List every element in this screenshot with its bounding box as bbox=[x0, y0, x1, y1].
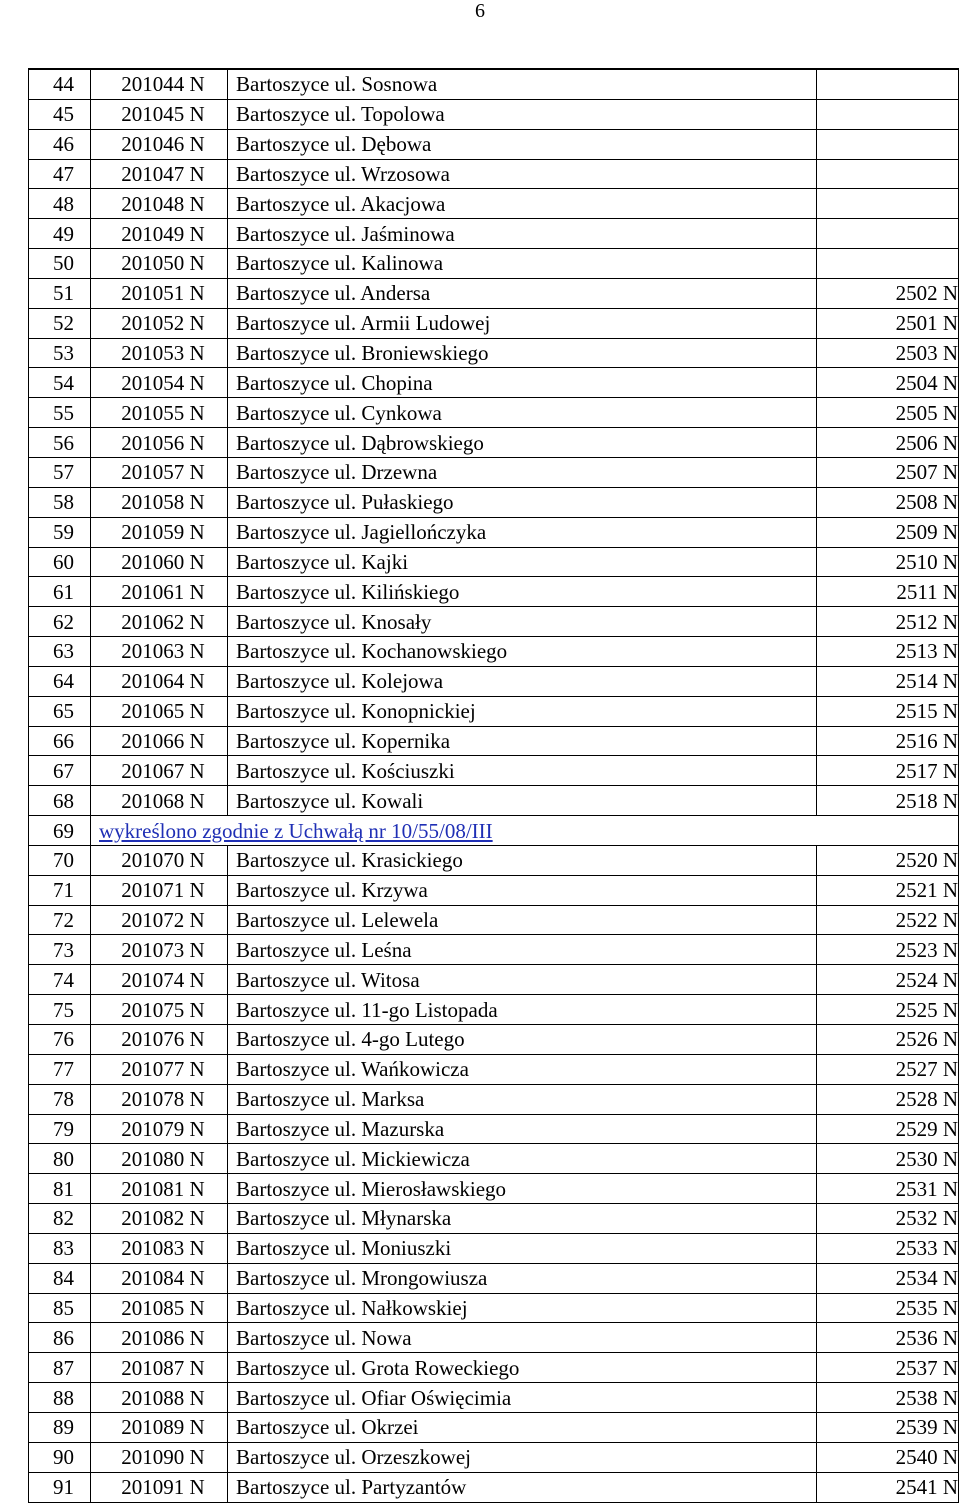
old-code-cell bbox=[817, 129, 959, 159]
table-row bbox=[29, 99, 959, 129]
street-name-cell: Bartoszyce ul. Jagiellończyka bbox=[228, 517, 817, 547]
street-name-cell: Bartoszyce ul. Kajki bbox=[228, 547, 817, 577]
road-code-cell: 201055 N bbox=[91, 398, 228, 428]
old-code-cell: 2529 N bbox=[817, 1114, 959, 1144]
table-row bbox=[29, 1353, 959, 1383]
table-row bbox=[29, 1323, 959, 1353]
table-row bbox=[29, 487, 959, 517]
table-row bbox=[29, 338, 959, 368]
old-code-cell: 2517 N bbox=[817, 756, 959, 786]
table-row bbox=[29, 428, 959, 458]
street-name-cell: Bartoszyce ul. Kopernika bbox=[228, 726, 817, 756]
old-code-cell bbox=[817, 189, 959, 219]
table-row bbox=[29, 845, 959, 875]
street-name-cell: Bartoszyce ul. Kochanowskiego bbox=[228, 637, 817, 667]
row-number-cell: 61 bbox=[29, 577, 91, 607]
table-row bbox=[29, 1263, 959, 1293]
street-name-cell: Bartoszyce ul. 11-go Listopada bbox=[228, 995, 817, 1025]
table-row bbox=[29, 726, 959, 756]
street-name-cell: Bartoszyce ul. Mickiewicza bbox=[228, 1144, 817, 1174]
street-name-cell: Bartoszyce ul. Ofiar Oświęcimia bbox=[228, 1383, 817, 1413]
old-code-cell: 2531 N bbox=[817, 1174, 959, 1204]
street-name-cell: Bartoszyce ul. Broniewskiego bbox=[228, 338, 817, 368]
row-number-cell: 76 bbox=[29, 1025, 91, 1055]
street-name-cell: Bartoszyce ul. Partyzantów bbox=[228, 1472, 817, 1502]
road-code-cell: 201090 N bbox=[91, 1442, 228, 1472]
road-register-table bbox=[28, 68, 959, 1503]
old-code-cell: 2523 N bbox=[817, 935, 959, 965]
table-row bbox=[29, 189, 959, 219]
road-code-cell: 201084 N bbox=[91, 1263, 228, 1293]
road-code-cell: 201068 N bbox=[91, 786, 228, 816]
old-code-cell: 2528 N bbox=[817, 1084, 959, 1114]
street-name-cell: Bartoszyce ul. Nowa bbox=[228, 1323, 817, 1353]
road-code-cell: 201047 N bbox=[91, 159, 228, 189]
road-code-cell: 201086 N bbox=[91, 1323, 228, 1353]
road-code-cell: 201052 N bbox=[91, 308, 228, 338]
road-code-cell: 201072 N bbox=[91, 905, 228, 935]
table-row bbox=[29, 1383, 959, 1413]
road-code-cell: 201046 N bbox=[91, 129, 228, 159]
row-number-cell: 88 bbox=[29, 1383, 91, 1413]
street-name-cell: Bartoszyce ul. Grota Roweckiego bbox=[228, 1353, 817, 1383]
row-number-cell: 90 bbox=[29, 1442, 91, 1472]
road-code-cell: 201063 N bbox=[91, 637, 228, 667]
deleted-note-text: wykreślono zgodnie z Uchwałą nr 10/55/08/III bbox=[99, 818, 493, 843]
row-number-cell: 60 bbox=[29, 547, 91, 577]
row-number-cell: 82 bbox=[29, 1204, 91, 1234]
road-code-cell: 201080 N bbox=[91, 1144, 228, 1174]
table-row bbox=[29, 1084, 959, 1114]
table-row bbox=[29, 159, 959, 189]
table-row bbox=[29, 666, 959, 696]
old-code-cell: 2504 N bbox=[817, 368, 959, 398]
road-code-cell: 201075 N bbox=[91, 995, 228, 1025]
street-name-cell: Bartoszyce ul. Lelewela bbox=[228, 905, 817, 935]
old-code-cell: 2526 N bbox=[817, 1025, 959, 1055]
row-number-cell: 81 bbox=[29, 1174, 91, 1204]
street-name-cell: Bartoszyce ul. Andersa bbox=[228, 278, 817, 308]
street-name-cell: Bartoszyce ul. Akacjowa bbox=[228, 189, 817, 219]
row-number-cell: 56 bbox=[29, 428, 91, 458]
row-number-cell: 87 bbox=[29, 1353, 91, 1383]
road-code-cell: 201071 N bbox=[91, 875, 228, 905]
row-number-cell: 75 bbox=[29, 995, 91, 1025]
road-code-cell: 201050 N bbox=[91, 249, 228, 279]
row-number-cell: 79 bbox=[29, 1114, 91, 1144]
table-row bbox=[29, 1204, 959, 1234]
road-code-cell: 201082 N bbox=[91, 1204, 228, 1234]
table-row bbox=[29, 1293, 959, 1323]
old-code-cell bbox=[817, 159, 959, 189]
table-row bbox=[29, 308, 959, 338]
old-code-cell bbox=[817, 99, 959, 129]
old-code-cell: 2503 N bbox=[817, 338, 959, 368]
street-name-cell: Bartoszyce ul. Kowali bbox=[228, 786, 817, 816]
street-name-cell: Bartoszyce ul. Okrzei bbox=[228, 1412, 817, 1442]
road-code-cell: 201062 N bbox=[91, 607, 228, 637]
table-row bbox=[29, 637, 959, 667]
road-code-cell: 201061 N bbox=[91, 577, 228, 607]
row-number-cell: 58 bbox=[29, 487, 91, 517]
road-code-cell: 201085 N bbox=[91, 1293, 228, 1323]
row-number-cell: 91 bbox=[29, 1472, 91, 1502]
old-code-cell: 2533 N bbox=[817, 1233, 959, 1263]
street-name-cell: Bartoszyce ul. Cynkowa bbox=[228, 398, 817, 428]
table-row bbox=[29, 786, 959, 816]
row-number-cell: 83 bbox=[29, 1233, 91, 1263]
table-row bbox=[29, 995, 959, 1025]
table-row bbox=[29, 756, 959, 786]
table-row bbox=[29, 69, 959, 99]
row-number-cell: 78 bbox=[29, 1084, 91, 1114]
row-number-cell: 66 bbox=[29, 726, 91, 756]
road-code-cell: 201079 N bbox=[91, 1114, 228, 1144]
row-number-cell: 70 bbox=[29, 845, 91, 875]
street-name-cell: Bartoszyce ul. Wańkowicza bbox=[228, 1054, 817, 1084]
road-code-cell: 201065 N bbox=[91, 696, 228, 726]
row-number-cell: 85 bbox=[29, 1293, 91, 1323]
street-name-cell: Bartoszyce ul. Kilińskiego bbox=[228, 577, 817, 607]
road-code-cell: 201058 N bbox=[91, 487, 228, 517]
row-number-cell: 80 bbox=[29, 1144, 91, 1174]
street-name-cell: Bartoszyce ul. Dąbrowskiego bbox=[228, 428, 817, 458]
old-code-cell: 2508 N bbox=[817, 487, 959, 517]
row-number-cell: 53 bbox=[29, 338, 91, 368]
table-row bbox=[29, 696, 959, 726]
row-number-cell: 51 bbox=[29, 278, 91, 308]
row-number-cell: 77 bbox=[29, 1054, 91, 1084]
row-number-cell: 63 bbox=[29, 637, 91, 667]
road-code-cell: 201060 N bbox=[91, 547, 228, 577]
table-row bbox=[29, 278, 959, 308]
row-number-cell: 47 bbox=[29, 159, 91, 189]
road-code-cell: 201048 N bbox=[91, 189, 228, 219]
table-row bbox=[29, 1174, 959, 1204]
table-row bbox=[29, 935, 959, 965]
road-code-cell: 201074 N bbox=[91, 965, 228, 995]
street-name-cell: Bartoszyce ul. Leśna bbox=[228, 935, 817, 965]
row-number-cell: 62 bbox=[29, 607, 91, 637]
table-row bbox=[29, 1114, 959, 1144]
old-code-cell: 2512 N bbox=[817, 607, 959, 637]
street-name-cell: Bartoszyce ul. 4-go Lutego bbox=[228, 1025, 817, 1055]
table-row bbox=[29, 1025, 959, 1055]
street-name-cell: Bartoszyce ul. Wrzosowa bbox=[228, 159, 817, 189]
road-code-cell: 201051 N bbox=[91, 278, 228, 308]
road-code-cell: 201078 N bbox=[91, 1084, 228, 1114]
old-code-cell bbox=[817, 219, 959, 249]
road-code-cell: 201091 N bbox=[91, 1472, 228, 1502]
row-number-cell: 49 bbox=[29, 219, 91, 249]
road-code-cell: 201066 N bbox=[91, 726, 228, 756]
old-code-cell: 2535 N bbox=[817, 1293, 959, 1323]
old-code-cell: 2536 N bbox=[817, 1323, 959, 1353]
road-code-cell: 201077 N bbox=[91, 1054, 228, 1084]
page-number: 6 bbox=[475, 0, 485, 22]
old-code-cell: 2537 N bbox=[817, 1353, 959, 1383]
row-number-cell: 64 bbox=[29, 666, 91, 696]
road-code-cell: 201054 N bbox=[91, 368, 228, 398]
road-code-cell: 201073 N bbox=[91, 935, 228, 965]
old-code-cell: 2525 N bbox=[817, 995, 959, 1025]
old-code-cell: 2521 N bbox=[817, 875, 959, 905]
row-number-cell: 68 bbox=[29, 786, 91, 816]
row-number-cell: 55 bbox=[29, 398, 91, 428]
row-number-cell: 54 bbox=[29, 368, 91, 398]
road-code-cell: 201067 N bbox=[91, 756, 228, 786]
table-row bbox=[29, 816, 959, 846]
street-name-cell: Bartoszyce ul. Młynarska bbox=[228, 1204, 817, 1234]
road-code-cell: 201053 N bbox=[91, 338, 228, 368]
table-row bbox=[29, 219, 959, 249]
road-code-cell: 201057 N bbox=[91, 457, 228, 487]
table-row bbox=[29, 368, 959, 398]
old-code-cell: 2514 N bbox=[817, 666, 959, 696]
table-row bbox=[29, 1233, 959, 1263]
old-code-cell: 2505 N bbox=[817, 398, 959, 428]
street-name-cell: Bartoszyce ul. Moniuszki bbox=[228, 1233, 817, 1263]
table-row bbox=[29, 457, 959, 487]
old-code-cell: 2515 N bbox=[817, 696, 959, 726]
street-name-cell: Bartoszyce ul. Pułaskiego bbox=[228, 487, 817, 517]
old-code-cell: 2534 N bbox=[817, 1263, 959, 1293]
street-name-cell: Bartoszyce ul. Kolejowa bbox=[228, 666, 817, 696]
table-row bbox=[29, 607, 959, 637]
old-code-cell: 2513 N bbox=[817, 637, 959, 667]
street-name-cell: Bartoszyce ul. Drzewna bbox=[228, 457, 817, 487]
table-row bbox=[29, 577, 959, 607]
street-name-cell: Bartoszyce ul. Konopnickiej bbox=[228, 696, 817, 726]
table-row bbox=[29, 517, 959, 547]
street-name-cell: Bartoszyce ul. Witosa bbox=[228, 965, 817, 995]
old-code-cell: 2518 N bbox=[817, 786, 959, 816]
old-code-cell: 2501 N bbox=[817, 308, 959, 338]
row-number-cell: 73 bbox=[29, 935, 91, 965]
row-number-cell: 71 bbox=[29, 875, 91, 905]
old-code-cell: 2506 N bbox=[817, 428, 959, 458]
old-code-cell: 2524 N bbox=[817, 965, 959, 995]
street-name-cell: Bartoszyce ul. Marksa bbox=[228, 1084, 817, 1114]
street-name-cell: Bartoszyce ul. Armii Ludowej bbox=[228, 308, 817, 338]
table-row bbox=[29, 1472, 959, 1502]
old-code-cell: 2520 N bbox=[817, 845, 959, 875]
table-row bbox=[29, 398, 959, 428]
row-number-cell: 89 bbox=[29, 1412, 91, 1442]
table-row bbox=[29, 875, 959, 905]
street-name-cell: Bartoszyce ul. Sosnowa bbox=[228, 69, 817, 99]
old-code-cell: 2527 N bbox=[817, 1054, 959, 1084]
street-name-cell: Bartoszyce ul. Nałkowskiej bbox=[228, 1293, 817, 1323]
old-code-cell bbox=[817, 69, 959, 99]
road-code-cell: 201088 N bbox=[91, 1383, 228, 1413]
old-code-cell: 2530 N bbox=[817, 1144, 959, 1174]
road-code-cell: 201070 N bbox=[91, 845, 228, 875]
street-name-cell: Bartoszyce ul. Dębowa bbox=[228, 129, 817, 159]
row-number-cell: 50 bbox=[29, 249, 91, 279]
row-number-cell: 46 bbox=[29, 129, 91, 159]
row-number-cell: 48 bbox=[29, 189, 91, 219]
road-code-cell: 201076 N bbox=[91, 1025, 228, 1055]
old-code-cell: 2502 N bbox=[817, 278, 959, 308]
street-name-cell: Bartoszyce ul. Orzeszkowej bbox=[228, 1442, 817, 1472]
row-number-cell: 44 bbox=[29, 69, 91, 99]
row-number-cell: 69 bbox=[29, 816, 91, 846]
table-row bbox=[29, 905, 959, 935]
road-code-cell: 201089 N bbox=[91, 1412, 228, 1442]
old-code-cell bbox=[817, 249, 959, 279]
street-name-cell: Bartoszyce ul. Kościuszki bbox=[228, 756, 817, 786]
street-name-cell: Bartoszyce ul. Chopina bbox=[228, 368, 817, 398]
table-row bbox=[29, 1054, 959, 1084]
road-code-cell: 201056 N bbox=[91, 428, 228, 458]
row-number-cell: 65 bbox=[29, 696, 91, 726]
row-number-cell: 86 bbox=[29, 1323, 91, 1353]
road-code-cell: 201044 N bbox=[91, 69, 228, 99]
table-row bbox=[29, 547, 959, 577]
road-code-cell: 201064 N bbox=[91, 666, 228, 696]
street-name-cell: Bartoszyce ul. Kalinowa bbox=[228, 249, 817, 279]
street-name-cell: Bartoszyce ul. Knosały bbox=[228, 607, 817, 637]
row-number-cell: 57 bbox=[29, 457, 91, 487]
road-code-cell: 201087 N bbox=[91, 1353, 228, 1383]
row-number-cell: 72 bbox=[29, 905, 91, 935]
old-code-cell: 2516 N bbox=[817, 726, 959, 756]
street-name-cell: Bartoszyce ul. Mrongowiusza bbox=[228, 1263, 817, 1293]
old-code-cell: 2510 N bbox=[817, 547, 959, 577]
table-row bbox=[29, 1442, 959, 1472]
old-code-cell: 2522 N bbox=[817, 905, 959, 935]
row-number-cell: 52 bbox=[29, 308, 91, 338]
table-row bbox=[29, 129, 959, 159]
street-name-cell: Bartoszyce ul. Mazurska bbox=[228, 1114, 817, 1144]
old-code-cell: 2541 N bbox=[817, 1472, 959, 1502]
row-number-cell: 84 bbox=[29, 1263, 91, 1293]
table-row bbox=[29, 965, 959, 995]
row-number-cell: 74 bbox=[29, 965, 91, 995]
row-number-cell: 45 bbox=[29, 99, 91, 129]
street-name-cell: Bartoszyce ul. Jaśminowa bbox=[228, 219, 817, 249]
road-code-cell: 201059 N bbox=[91, 517, 228, 547]
old-code-cell: 2509 N bbox=[817, 517, 959, 547]
table-body bbox=[29, 69, 959, 1502]
old-code-cell: 2511 N bbox=[817, 577, 959, 607]
street-name-cell: Bartoszyce ul. Topolowa bbox=[228, 99, 817, 129]
old-code-cell: 2538 N bbox=[817, 1383, 959, 1413]
old-code-cell: 2540 N bbox=[817, 1442, 959, 1472]
street-name-cell: Bartoszyce ul. Krzywa bbox=[228, 875, 817, 905]
road-code-cell: 201045 N bbox=[91, 99, 228, 129]
road-code-cell: 201081 N bbox=[91, 1174, 228, 1204]
old-code-cell: 2539 N bbox=[817, 1412, 959, 1442]
row-number-cell: 67 bbox=[29, 756, 91, 786]
old-code-cell: 2507 N bbox=[817, 457, 959, 487]
road-code-cell: 201083 N bbox=[91, 1233, 228, 1263]
table-row bbox=[29, 249, 959, 279]
street-name-cell: Bartoszyce ul. Mierosławskiego bbox=[228, 1174, 817, 1204]
street-name-cell: Bartoszyce ul. Krasickiego bbox=[228, 845, 817, 875]
row-number-cell: 59 bbox=[29, 517, 91, 547]
table-row bbox=[29, 1144, 959, 1174]
road-code-cell: 201049 N bbox=[91, 219, 228, 249]
deleted-note-cell bbox=[91, 816, 959, 846]
old-code-cell: 2532 N bbox=[817, 1204, 959, 1234]
table-row bbox=[29, 1412, 959, 1442]
